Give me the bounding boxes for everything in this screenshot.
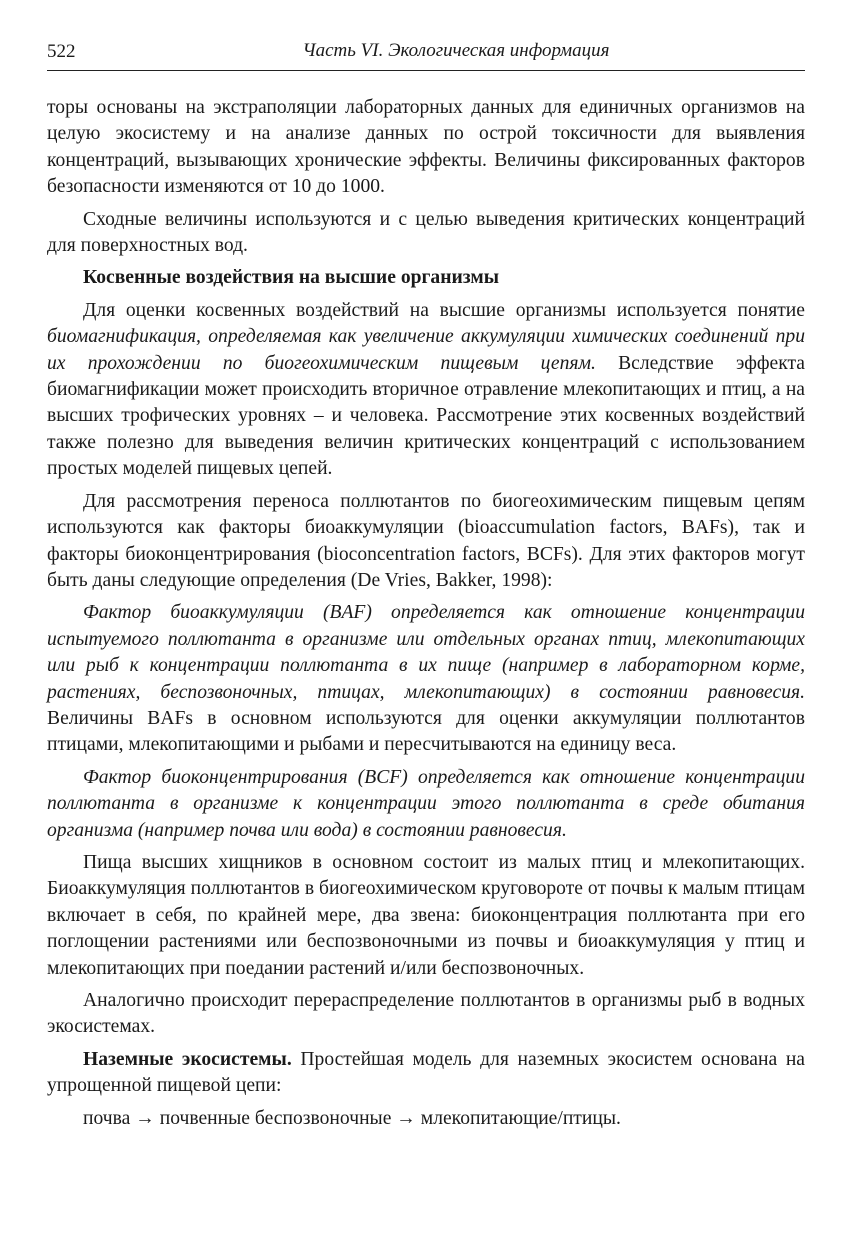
page-number: 522 (47, 41, 76, 62)
section-heading-indirect-effects: Косвенные воздействия на высшие организмы (83, 267, 500, 289)
paragraph-terrestrial (47, 1047, 805, 1100)
food-chain-formula: почва → почвенные беспозвоночные → млекопитающие/птицы. (83, 1107, 621, 1129)
text-span: Величины BAFs в основном используются для оценки аккумуляции поллютантов птицами, млекопитающими и рыбами и пересчитываются на единицу веса. (47, 707, 805, 756)
paragraph-bcf-definition (47, 765, 805, 844)
bold-lead: Наземные экосистемы. (83, 1048, 292, 1070)
running-title: Часть VI. Экологическая информация (302, 40, 610, 61)
italic-definition: Фактор биоконцентрирования (BCF) определяется как отношение концентрации поллютанта в организме к концентрации этого поллютанта в среде обитания организма (например почва или вода) в состоянии равновесия. (47, 766, 805, 841)
body-text (47, 95, 805, 1138)
paragraph-surface-waters: Сходные величины используются и с целью выведения критических концентраций для поверхностных вод. (47, 208, 805, 257)
text-span: Вследствие эффекта биомагнификации может происходить вторичное отравление млекопитающих и птиц, а на высших трофических уровнях – и человека. Рассмотрение этих косвенных воздействий также полезно для выведения величин критических концентраций с использованием простых моделей пищевых цепей. (47, 352, 805, 480)
text-span: Простейшая модель для наземных экосистем основана на упрощенной пищевой цепи: (47, 1048, 805, 1097)
paragraph-continuation: торы основаны на экстраполяции лабораторных данных для единичных организмов на целую экосистему и на анализе данных по острой токсичности для выявления концентраций, вызывающих хронические эффекты. Величины фиксированных факторов безопасности изменяются от 10 до 1000. (47, 97, 805, 198)
paragraph-predators: Пища высших хищников в основном состоит из малых птиц и млекопитающих. Биоаккумуляция поллютантов в биогеохимическом круговороте от почвы к малым птицам включает в себя, по крайней мере, два звена: биоконцентрация поллютанта при его поглощении растениями или беспозвоночными из почвы и биоаккумуляция у птиц и млекопитающих при поедании растений и/или беспозвоночных. (47, 851, 805, 979)
paragraph-aquatic: Аналогично происходит перераспределение поллютантов в организмы рыб в водных экосистемах. (47, 990, 805, 1038)
paragraph-factors: Для рассмотрения переноса поллютантов по биогеохимическим пищевым цепям используются как факторы биоаккумуляции (bioaccumulation factors, BAFs), так и факторы биоконцентрирования (bioconcentration factors, BCFs). Для этих факторов могут быть даны следующие определения (De Vries, Bakker, 1998): (47, 490, 805, 591)
paragraph-baf-definition (47, 600, 805, 758)
paragraph-biomagnification (47, 298, 805, 483)
italic-definition: Фактор биоаккумуляции (BAF) определяется как отношение концентрации испытуемого поллютанта в организме или отдельных органах птиц, млекопитающих или рыб к концентрации поллютанта в их пище (например в лабораторном корме, растениях, беспозвоночных, птицах, млекопитающих) в состоянии равновесия. (47, 602, 805, 703)
text-span: Для оценки косвенных воздействий на высшие организмы используется понятие (83, 299, 805, 321)
page-header (47, 38, 805, 71)
italic-definition: биомагнификация, определяемая как увеличение аккумуляции химических соединений при их прохождении по биогеохимическим пищевым цепям. (47, 326, 805, 374)
